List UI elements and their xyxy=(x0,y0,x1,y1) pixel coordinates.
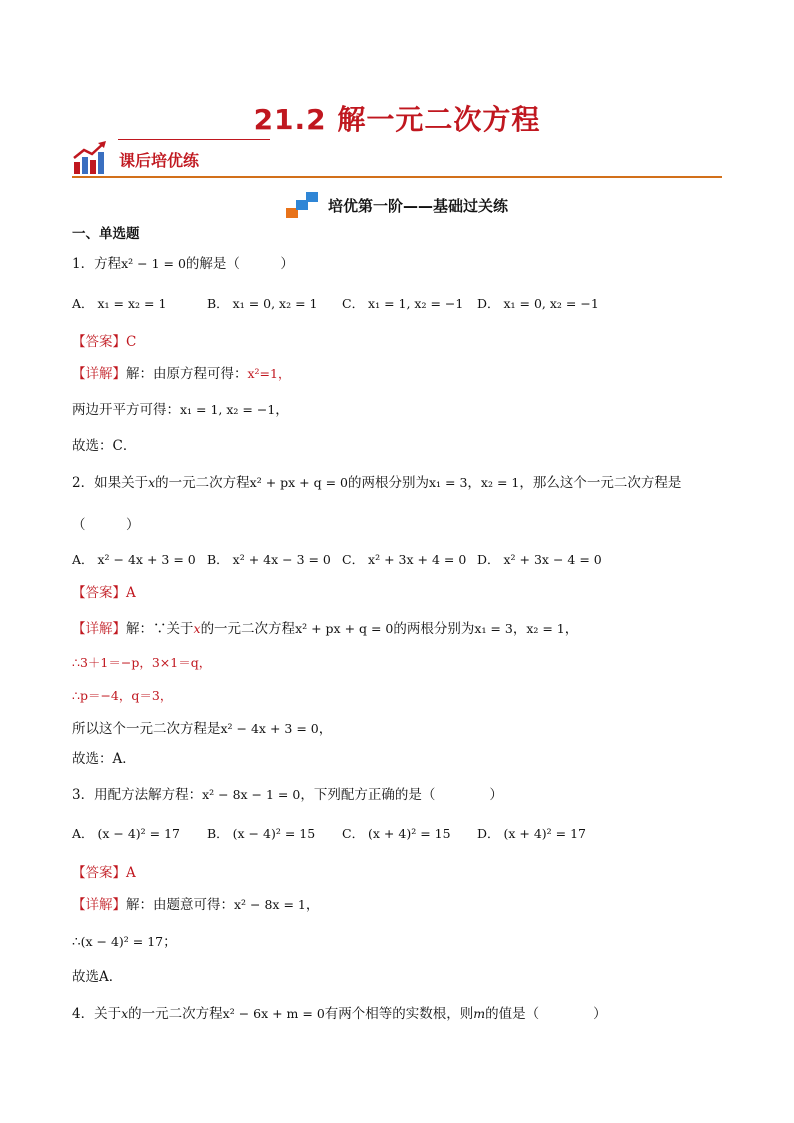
q1-detail-2: 两边开平方可得：x₁ = 1, x₂ = −1， xyxy=(72,402,289,418)
q2-detail-2: ∴3＋1＝−p，3×1＝q， xyxy=(72,655,212,670)
detail-tag: 【详解】 xyxy=(72,897,126,913)
answer-value: A xyxy=(126,585,136,601)
subheading-text: 培优第一阶——基础过关练 xyxy=(327,196,508,215)
q1-detail-1: 【详解】解：由原方程可得：x²=1， xyxy=(72,366,291,382)
equation: x² − 6x + m = 0 xyxy=(222,1006,325,1021)
stairs-icon xyxy=(286,192,320,218)
option-b: B． x₁ = 0, x₂ = 1 xyxy=(207,296,318,311)
answer-value: C xyxy=(126,334,137,350)
subheading xyxy=(0,192,794,222)
option-c: C． x₁ = 1, x₂ = −1 xyxy=(342,296,464,311)
question-4: 4．关于x的一元二次方程x² − 6x + m = 0有两个相等的实数根，则m的值是（ ） xyxy=(72,1006,607,1022)
option-d: D． x² + 3x − 4 = 0 xyxy=(477,552,602,567)
q3-options xyxy=(72,824,612,842)
equation: x² − 8x − 1 = 0 xyxy=(202,787,301,802)
q3-detail-3: 故选A． xyxy=(72,969,123,985)
q2-detail-3: ∴p＝−4，q＝3， xyxy=(72,688,173,703)
option-c: C． x² + 3x + 4 = 0 xyxy=(342,552,467,567)
banner-top-line xyxy=(118,139,270,140)
answer-tag: 【答案】 xyxy=(72,585,126,601)
q2-detail-5: 故选：A． xyxy=(72,751,136,767)
option-a: A． x₁ = x₂ = 1 xyxy=(72,296,167,311)
question-3: 3．用配方法解方程：x² − 8x − 1 = 0，下列配方正确的是（ ） xyxy=(72,787,503,803)
option-b: B． (x − 4)² = 15 xyxy=(207,826,316,841)
growth-chart-icon xyxy=(72,140,108,176)
q1-options xyxy=(72,294,612,312)
q2-answer xyxy=(72,581,136,601)
section-banner xyxy=(72,136,722,180)
q2-paren: （ ） xyxy=(72,517,140,533)
detail-tag: 【详解】 xyxy=(72,366,126,382)
option-a: A． x² − 4x + 3 = 0 xyxy=(72,552,196,567)
answer-tag: 【答案】 xyxy=(72,334,126,350)
q1-detail-3: 故选：C． xyxy=(72,438,137,454)
banner-label: 课后培优练 xyxy=(119,151,200,170)
answer-value: A xyxy=(126,865,136,881)
q1-answer xyxy=(72,330,136,350)
option-d: D． x₁ = 0, x₂ = −1 xyxy=(477,296,599,311)
option-c: C． (x + 4)² = 15 xyxy=(342,826,451,841)
page-title: 21.2 解一元二次方程 xyxy=(253,103,541,136)
banner-rule xyxy=(72,176,722,178)
q2-options xyxy=(72,550,612,568)
question-1: 1．方程x² − 1 = 0的解是（ ） xyxy=(72,256,294,272)
question-2: 2．如果关于x的一元二次方程x² + px + q = 0的两根分别为x₁ = 3，x₂ = 1，那么这个一元二次方程是 xyxy=(72,475,682,491)
section-heading: 一、单选题 xyxy=(72,226,140,242)
option-b: B． x² + 4x − 3 = 0 xyxy=(207,552,331,567)
equation: x² + px + q = 0 xyxy=(249,475,348,490)
option-a: A． (x − 4)² = 17 xyxy=(72,826,181,841)
answer-tag: 【答案】 xyxy=(72,865,126,881)
q3-detail-1: 【详解】解：由题意可得：x² − 8x = 1， xyxy=(72,897,320,913)
q2-detail-1: 【详解】解：∵关于x的一元二次方程x² + px + q = 0的两根分别为x₁ = 3，x₂ = 1， xyxy=(72,621,579,637)
option-d: D． (x + 4)² = 17 xyxy=(477,826,587,841)
q2-detail-4: 所以这个一元二次方程是x² − 4x + 3 = 0， xyxy=(72,721,333,737)
detail-tag: 【详解】 xyxy=(72,621,126,637)
q3-detail-2: ∴(x − 4)² = 17； xyxy=(72,934,177,950)
equation: x² − 1 = 0 xyxy=(121,256,186,271)
q3-answer xyxy=(72,861,136,881)
